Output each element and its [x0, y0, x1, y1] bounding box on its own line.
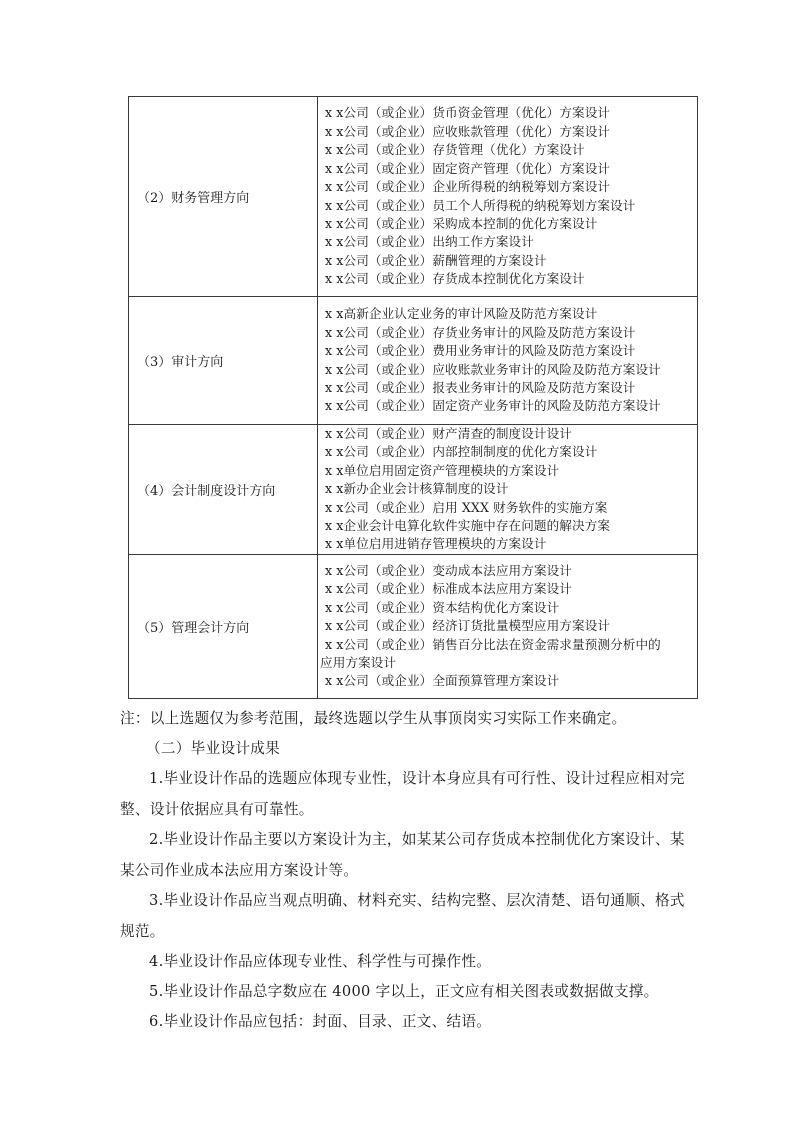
topic-item: x x单位启用固定资产管理模块的方案设计 [325, 462, 560, 478]
topic-item: x x公司（或企业）资本结构优化方案设计 [325, 599, 560, 615]
topic-item: x x公司（或企业）出纳工作方案设计 [325, 234, 534, 250]
table-row-management-accounting [129, 554, 698, 698]
direction-cell: （3）审计方向 [129, 297, 318, 425]
direction-cell: （4）会计制度设计方向 [129, 425, 318, 555]
requirement-paragraph: 4.毕业设计作品应体现专业性、科学性与可操作性。 [149, 953, 492, 970]
topic-item: x x单位启用进销存管理模块的方案设计 [325, 536, 547, 552]
requirement-paragraph: 3.毕业设计作品应当观点明确、材料充实、结构完整、层次清楚、语句通顺、格式规范。 [120, 892, 685, 940]
topic-item: x x公司（或企业）应收账款业务审计的风险及防范方案设计 [325, 361, 661, 377]
direction-cell: （5）管理会计方向 [129, 554, 318, 698]
table-note: 注：以上选题仅为参考范围，最终选题以学生从事顶岗实习实际工作来确定。 [120, 710, 627, 727]
topic-item: x x新办企业会计核算制度的设计 [325, 481, 509, 497]
topic-item: x x公司（或企业）货币资金管理（优化）方案设计 [325, 105, 611, 121]
topic-item: x x公司（或企业）企业所得税的纳税筹划方案设计 [325, 179, 611, 195]
topic-item: x x公司（或企业）应收账款管理（优化）方案设计 [325, 123, 611, 139]
topic-item: x x公司（或企业）员工个人所得税的纳税筹划方案设计 [325, 197, 636, 213]
requirement-paragraph: 2.毕业设计作品主要以方案设计为主，如某某公司存货成本控制优化方案设计、某某公司作业成本法应用方案设计等。 [120, 831, 685, 879]
table-row-audit [129, 297, 698, 425]
topic-item: x x企业会计电算化软件实施中存在问题的解决方案 [325, 518, 611, 534]
topics-cell [318, 297, 698, 425]
topic-item: x x公司（或企业）报表业务审计的风险及防范方案设计 [325, 379, 636, 395]
topic-item: x x公司（或企业）启用 XXX 财务软件的实施方案 [325, 499, 608, 515]
requirement-paragraph: 6.毕业设计作品应包括：封面、目录、正文、结语。 [149, 1013, 492, 1030]
table-row-finance [129, 97, 698, 297]
topic-item: x x公司（或企业）固定资产管理（优化）方案设计 [325, 160, 611, 176]
topic-item: x x公司（或企业）全面预算管理方案设计 [325, 673, 560, 689]
topic-item-continuation: 应用方案设计 [320, 654, 397, 670]
topic-item: x x公司（或企业）费用业务审计的风险及防范方案设计 [325, 343, 636, 359]
topics-cell [318, 97, 698, 297]
topic-item: x x公司（或企业）存货成本控制优化方案设计 [325, 271, 585, 287]
direction-cell: （2）财务管理方向 [129, 97, 318, 297]
topic-item: x x公司（或企业）薪酬管理的方案设计 [325, 252, 547, 268]
topic-item: x x公司（或企业）销售百分比法在资金需求量预测分析中的 [325, 636, 661, 652]
topics-cell [318, 425, 698, 555]
topic-item: x x公司（或企业）存货业务审计的风险及防范方案设计 [325, 324, 636, 340]
requirement-paragraph: 5.毕业设计作品总字数应在 4000 字以上，正文应有相关图表或数据做支撑。 [149, 983, 659, 1000]
topic-item: x x公司（或企业）经济订货批量模型应用方案设计 [325, 618, 611, 634]
topic-item: x x公司（或企业）财产清查的制度设计设计 [325, 426, 572, 441]
topic-item: x x公司（或企业）标准成本法应用方案设计 [325, 581, 572, 597]
topics-cell [318, 554, 698, 698]
requirement-paragraph: 1.毕业设计作品的选题应体现专业性，设计本身应具有可行性、设计过程应相对完整、设计依据应具有可靠性。 [120, 770, 685, 818]
topic-item: x x公司（或企业）固定资产业务审计的风险及防范方案设计 [325, 398, 661, 414]
topic-item: x x高新企业认定业务的审计风险及防范方案设计 [325, 306, 598, 322]
table-row-accounting-system [129, 425, 698, 555]
topic-item: x x公司（或企业）内部控制制度的优化方案设计 [325, 444, 598, 460]
topic-direction-table [128, 96, 698, 699]
section-heading: （二）毕业设计成果 [146, 740, 281, 757]
topic-item: x x公司（或企业）采购成本控制的优化方案设计 [325, 215, 598, 231]
topic-item: x x公司（或企业）存货管理（优化）方案设计 [325, 142, 585, 158]
topic-item: x x公司（或企业）变动成本法应用方案设计 [325, 562, 572, 578]
